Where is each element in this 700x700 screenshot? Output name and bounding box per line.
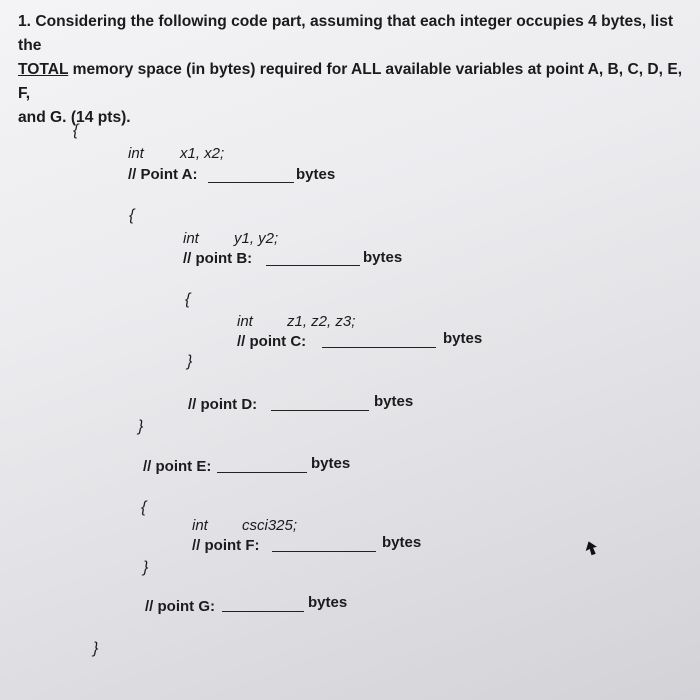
question-total-word: TOTAL: [18, 61, 69, 78]
point-a-label: // Point A:: [128, 166, 198, 183]
point-f-answer-blank[interactable]: [272, 551, 376, 552]
point-g-label: // point G:: [145, 598, 215, 615]
block-b-open-brace: {: [129, 207, 135, 224]
point-e-unit: bytes: [311, 455, 351, 472]
block-c-close-brace: }: [187, 353, 193, 370]
point-d-label: // point D:: [188, 396, 258, 413]
question-line-2: memory space (in bytes) required for ALL available variables at point A, B, C, D, E, F,: [18, 61, 683, 102]
decl-y-keyword: int: [183, 230, 199, 247]
point-g-answer-blank[interactable]: [222, 611, 304, 612]
point-a-unit: bytes: [296, 166, 336, 183]
question-line-3: and G. (14 pts).: [18, 109, 131, 126]
block-f-open-brace: {: [141, 499, 147, 516]
point-d-answer-blank[interactable]: [271, 410, 369, 411]
point-b-label: // point B:: [183, 250, 253, 267]
decl-x-keyword: int: [128, 145, 144, 162]
decl-csci-keyword: int: [192, 517, 208, 534]
decl-y-vars: y1, y2;: [234, 230, 279, 247]
point-f-unit: bytes: [382, 534, 422, 551]
outer-close-brace: }: [93, 640, 99, 657]
point-b-unit: bytes: [363, 249, 403, 266]
point-b-answer-blank[interactable]: [266, 265, 360, 266]
decl-z-keyword: int: [237, 313, 253, 330]
point-e-answer-blank[interactable]: [217, 472, 307, 473]
block-b-close-brace: }: [138, 418, 144, 435]
question-line-1: 1. Considering the following code part, assuming that each integer occupies 4 bytes, list the: [18, 13, 674, 54]
block-c-open-brace: {: [185, 291, 191, 308]
point-c-unit: bytes: [443, 330, 483, 347]
decl-x-vars: x1, x2;: [180, 145, 225, 162]
decl-csci-vars: csci325;: [242, 517, 298, 534]
point-c-label: // point C:: [237, 333, 307, 350]
mouse-pointer-icon: [584, 540, 598, 556]
question-text: [18, 10, 688, 130]
block-f-close-brace: }: [143, 559, 149, 576]
point-a-answer-blank[interactable]: [208, 182, 294, 183]
point-c-answer-blank[interactable]: [322, 347, 436, 348]
point-g-unit: bytes: [308, 594, 348, 611]
outer-open-brace: {: [73, 122, 79, 139]
decl-z-vars: z1, z2, z3;: [287, 313, 356, 330]
point-e-label: // point E:: [143, 458, 212, 475]
point-f-label: // point F:: [192, 537, 260, 554]
point-d-unit: bytes: [374, 393, 414, 410]
